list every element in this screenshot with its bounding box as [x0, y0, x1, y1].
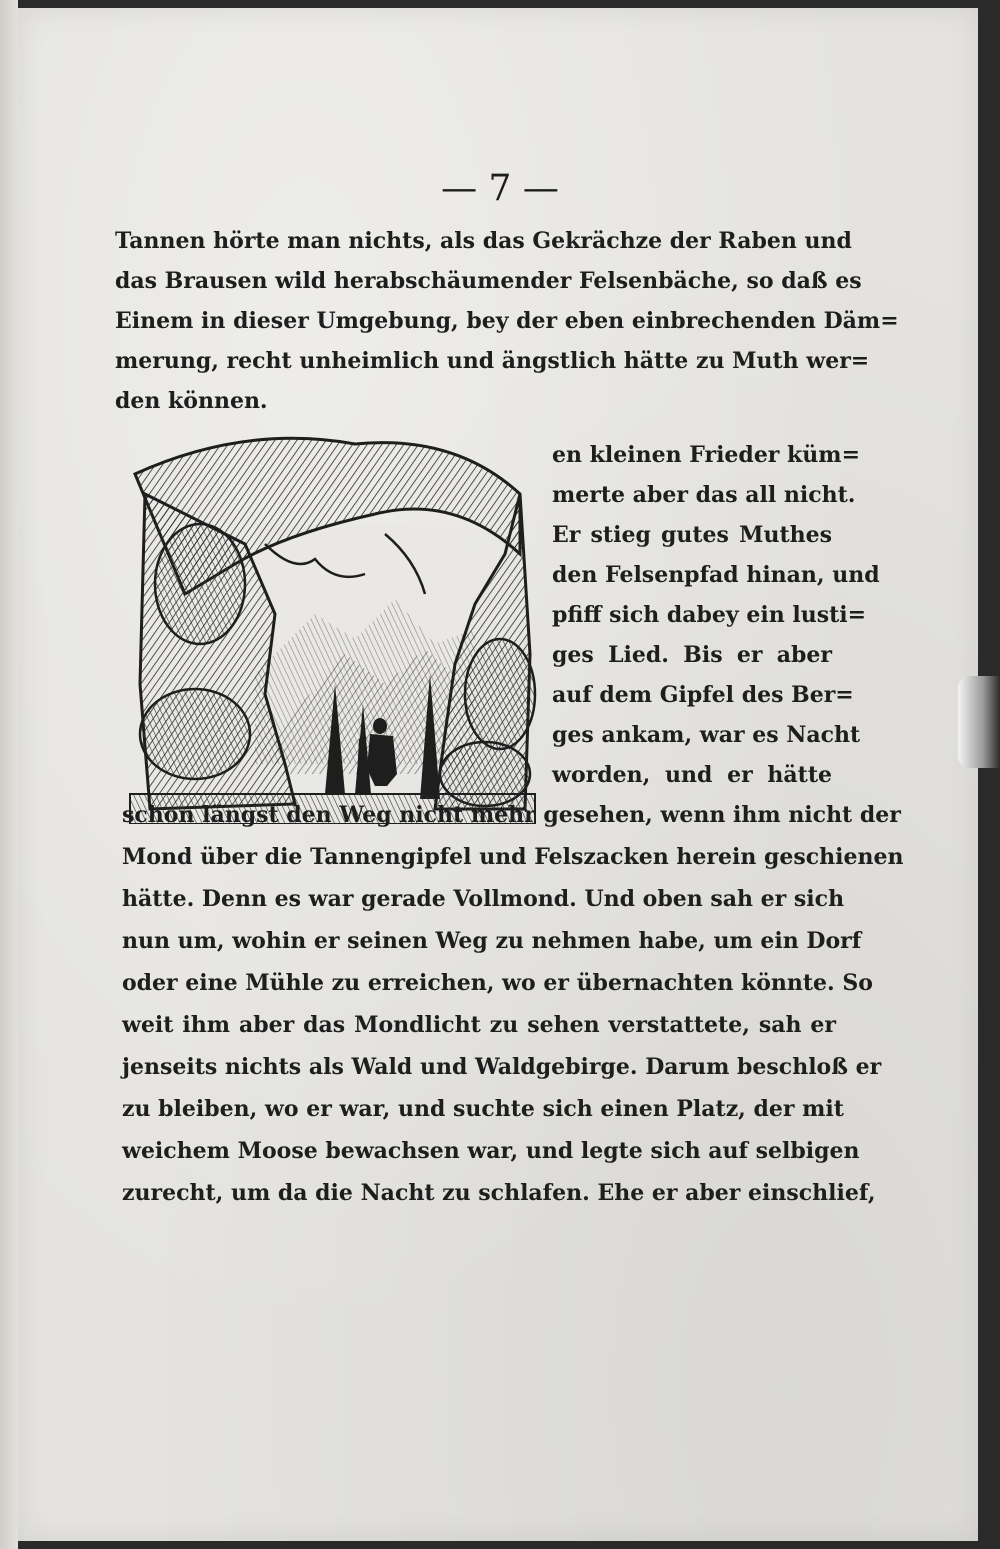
text-line: pfiff sich dabey ein lusti= [552, 602, 867, 628]
text-line: Mond über die Tannengipfel und Felszacken herein geschienen [122, 844, 904, 870]
text-line: merung, recht unheimlich und ängstlich hätte zu Muth wer= [115, 348, 870, 374]
text-block-bottom [122, 802, 904, 1206]
text-line: zurecht, um da die Nacht zu schlafen. Ehe er aber einschlief, [122, 1180, 876, 1206]
text-line: schon längst den Weg nicht mehr gesehen, wenn ihm nicht der [122, 802, 901, 828]
text-line: worden, und er hätte [552, 762, 832, 788]
text-line: zu bleiben, wo er war, und suchte sich einen Platz, der mit [122, 1096, 844, 1122]
text-line: Er stieg gutes Muthes [552, 522, 832, 548]
page-number: — 7 — [441, 168, 559, 209]
text-line: oder eine Mühle zu erreichen, wo er übernachten könnte. So [122, 970, 873, 996]
text-block-top [115, 228, 899, 428]
text-line: ges ankam, war es Nacht [552, 722, 861, 748]
text-line: weichem Moose bewachsen war, und legte sich auf selbigen [122, 1138, 860, 1164]
text-line: auf dem Gipfel des Ber= [552, 682, 854, 708]
text-line: en kleinen Frieder küm= [552, 442, 861, 468]
text-line: hätte. Denn es war gerade Vollmond. Und oben sah er sich [122, 886, 845, 912]
text-block-side [552, 442, 880, 802]
text-line: den können. [115, 388, 268, 414]
text-line: nun um, wohin er seinen Weg zu nehmen habe, um ein Dorf [122, 928, 862, 954]
text-line: das Brausen wild herabschäumender Felsenbäche, so daß es [115, 268, 862, 294]
text-line: ges Lied. Bis er aber [552, 642, 832, 668]
text-line: Einem in dieser Umgebung, bey der eben einbrechenden Däm= [115, 308, 899, 334]
text-line: den Felsenpfad hinan, und [552, 562, 880, 588]
text-line: merte aber das all nicht. [552, 482, 856, 508]
page-tab-marker [958, 676, 1000, 768]
text-line: Tannen hörte man nichts, als das Gekrächze der Raben und [115, 228, 852, 254]
book-gutter [0, 0, 18, 1549]
text-line: jenseits nichts als Wald und Waldgebirge. Darum beschloß er [122, 1054, 882, 1080]
woodcut-illustration [125, 434, 540, 824]
text-line: weit ihm aber das Mondlicht zu sehen verstattete, sah er [122, 1012, 836, 1038]
